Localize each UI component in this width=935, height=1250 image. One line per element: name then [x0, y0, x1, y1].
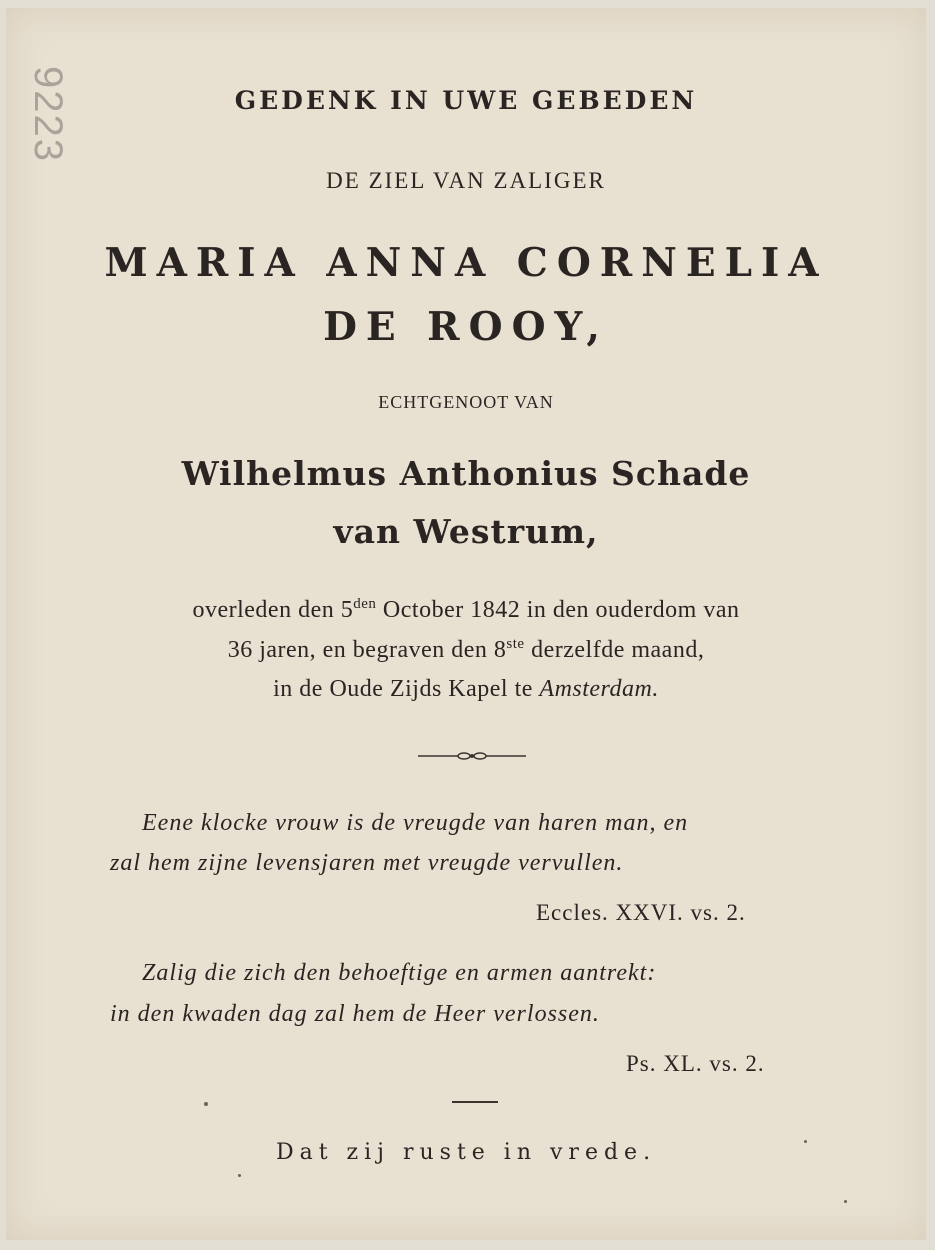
ornament-divider-icon	[416, 748, 528, 764]
spouse-label: ECHTGENOOT VAN	[378, 392, 554, 412]
burial-line	[6, 636, 926, 664]
paper-speck	[204, 1102, 208, 1106]
death-date-line	[6, 596, 926, 624]
burial-text-a: 36 jaren, en begraven den 8	[227, 637, 507, 663]
paper-speck	[238, 1174, 241, 1177]
death-date-text-b: October 1842 in den ouderdom van	[376, 597, 740, 623]
spouse-name-last: van Westrum,	[333, 512, 599, 551]
burial-sup: ste	[506, 636, 525, 652]
quote-2-reference: Ps. XL. vs. 2.	[626, 1051, 765, 1076]
paper-speck	[844, 1200, 847, 1203]
quote-1-reference: Eccles. XXVI. vs. 2.	[536, 900, 746, 925]
burial-place-text: in de Oude Zijds Kapel te	[273, 676, 540, 702]
catalog-number: 9223	[26, 66, 70, 163]
burial-city: Amsterdam.	[539, 676, 659, 702]
quote-1-line-1: Eene klocke vrouw is de vreugde van haren man, en	[142, 810, 689, 836]
death-date-text-a: overleden den 5	[192, 597, 354, 623]
memorial-card	[6, 8, 926, 1240]
closing-blessing: Dat zij ruste in vrede.	[275, 1140, 657, 1165]
burial-text-b: derzelfde maand,	[524, 637, 705, 663]
heading-soul: DE ZIEL VAN ZALIGER	[326, 168, 606, 193]
spouse-name-first: Wilhelmus Anthonius Schade	[181, 454, 751, 493]
quote-2-line-1: Zalig die zich den behoeftige en armen aantrekt:	[142, 960, 657, 986]
deceased-name-last: DE ROOY,	[323, 304, 609, 350]
quote-1-line-2: zal hem zijne levensjaren met vreugde vervullen.	[110, 850, 624, 876]
closing-rule	[452, 1101, 498, 1103]
death-date-sup: den	[353, 596, 377, 612]
burial-place-line	[6, 676, 926, 703]
deceased-name-first: MARIA ANNA CORNELIA	[104, 240, 828, 286]
heading-pray: GEDENK IN UWE GEBEDEN	[234, 86, 698, 115]
quote-2-line-2: in den kwaden dag zal hem de Heer verlossen.	[110, 1001, 600, 1027]
paper-speck	[804, 1140, 807, 1143]
